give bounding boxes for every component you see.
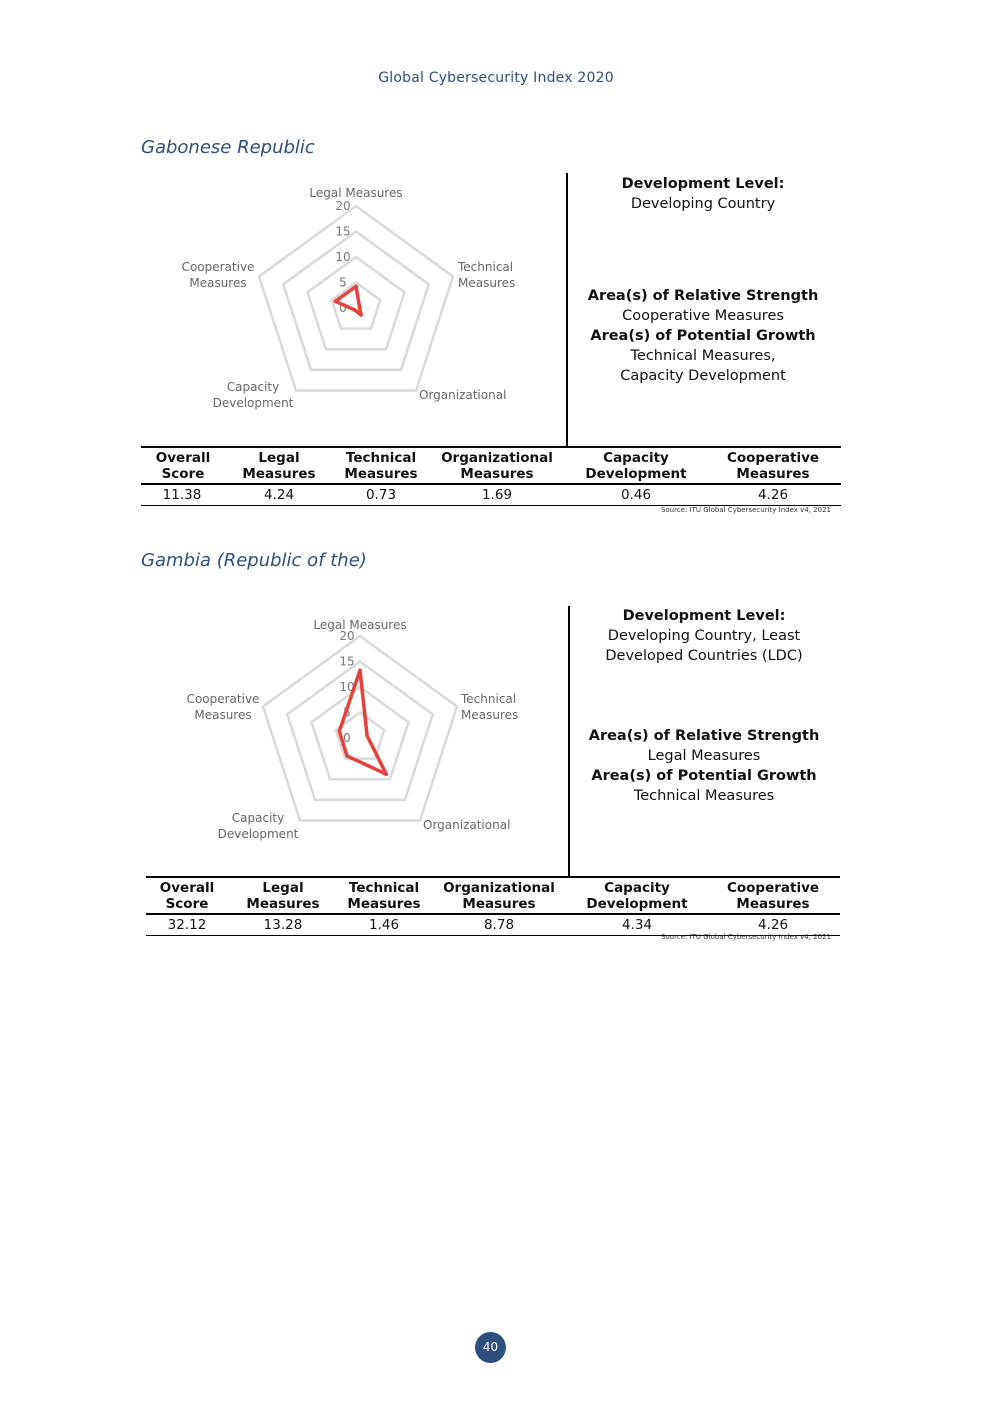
development-level-label: Development Level: — [621, 176, 785, 192]
axis-label-organizational: Organizational — [419, 388, 507, 402]
profile-info — [569, 606, 839, 666]
axis-label-cooperative-line1: Cooperative — [186, 692, 260, 706]
profile-strengths — [568, 286, 838, 386]
value-organizational: 8.78 — [430, 914, 568, 936]
source-note: Source: ITU Global Cybersecurity Index v4, 2021 — [660, 506, 831, 514]
radar-chart — [165, 610, 565, 850]
development-level-value: Developing Country — [630, 196, 776, 212]
score-table-row — [141, 484, 841, 506]
score-table — [146, 876, 840, 936]
axis-label-technical — [460, 692, 518, 722]
radar-grid — [259, 206, 453, 391]
axis-label-cooperative — [182, 260, 255, 290]
score-table — [141, 446, 841, 506]
header-cooperative: Cooperative Measures — [706, 877, 840, 914]
radar-tick-label: 15 — [339, 654, 355, 669]
header-organizational: Organizational Measures — [427, 447, 567, 484]
profile-strengths — [569, 726, 839, 806]
header-overall: Overall Score — [141, 447, 223, 484]
radar-chart — [160, 178, 560, 423]
radar-data-point — [354, 285, 358, 289]
strength-value: Legal Measures — [647, 748, 761, 764]
header-capacity: Capacity Development — [567, 447, 705, 484]
value-capacity: 0.46 — [567, 484, 705, 506]
value-overall: 11.38 — [141, 484, 223, 506]
radar-data-point — [359, 313, 363, 317]
strength-label: Area(s) of Relative Strength — [588, 728, 820, 744]
radar-grid-ring — [311, 687, 408, 779]
radar-data-point — [353, 308, 357, 312]
axis-label-capacity-line1: Capacity — [231, 811, 285, 825]
development-level-label: Development Level: — [622, 608, 786, 624]
radar-data-point — [338, 729, 342, 733]
profile-info — [568, 174, 838, 214]
radar-data-point — [358, 668, 362, 672]
radar-grid-ring — [307, 257, 404, 349]
radar-tick-label: 5 — [343, 705, 351, 720]
axis-label-capacity-line2: Development — [217, 827, 299, 841]
axis-label-cooperative — [187, 692, 260, 722]
value-cooperative: 4.26 — [705, 484, 841, 506]
axis-label-technical-line1: Technical — [461, 692, 517, 706]
radar-data-point — [365, 734, 369, 738]
value-cooperative: 4.26 — [706, 914, 840, 936]
growth-value: Technical Measures, Capacity Development — [620, 348, 786, 384]
running-header: Global Cybersecurity Index 2020 — [378, 70, 614, 86]
radar-tick-label: 20 — [339, 629, 355, 643]
value-legal: 13.28 — [228, 914, 338, 936]
growth-label: Area(s) of Potential Growth — [591, 768, 817, 784]
axis-label-legal: Legal Measures — [309, 186, 403, 200]
country-title: Gambia (Republic of the) — [141, 550, 367, 571]
axis-label-technical — [457, 260, 515, 290]
header-legal: Legal Measures — [228, 877, 338, 914]
radar-tick-label: 15 — [335, 224, 351, 239]
axis-label-organizational: Organizational — [423, 818, 511, 832]
header-technical: Technical Measures — [335, 447, 427, 484]
axis-label-cooperative-line1: Cooperative — [181, 260, 255, 274]
header-technical: Technical Measures — [338, 877, 430, 914]
value-capacity: 4.34 — [568, 914, 706, 936]
value-organizational: 1.69 — [427, 484, 567, 506]
header-overall: Overall Score — [146, 877, 228, 914]
axis-label-technical-line1: Technical — [458, 260, 514, 274]
growth-value: Technical Measures — [633, 788, 775, 804]
value-technical: 1.46 — [338, 914, 430, 936]
page-number: 40 — [475, 1332, 506, 1363]
radar-data-point — [385, 772, 389, 776]
radar-tick-label: 5 — [339, 275, 347, 290]
header-capacity: Capacity Development — [568, 877, 706, 914]
score-table-header — [141, 447, 841, 484]
radar-tick-label: 0 — [343, 731, 351, 745]
axis-label-capacity-line1: Capacity — [226, 380, 280, 394]
header-organizational: Organizational Measures — [430, 877, 568, 914]
radar-tick-label: 10 — [339, 680, 355, 694]
header-legal: Legal Measures — [223, 447, 335, 484]
axis-label-capacity-line2: Development — [212, 396, 294, 410]
axis-label-capacity — [218, 811, 299, 841]
radar-grid — [263, 636, 457, 821]
header-cooperative: Cooperative Measures — [705, 447, 841, 484]
score-table-header — [146, 877, 840, 914]
country-title: Gabonese Republic — [141, 137, 315, 158]
axis-label-capacity — [213, 380, 294, 410]
value-overall: 32.12 — [146, 914, 228, 936]
radar-data-point — [358, 305, 362, 309]
axis-label-cooperative-line2: Measures — [194, 708, 252, 722]
strength-label: Area(s) of Relative Strength — [587, 288, 819, 304]
axis-label-legal: Legal Measures — [313, 618, 407, 632]
radar-tick-label: 10 — [335, 250, 351, 264]
axis-label-technical-line2: Measures — [461, 708, 519, 722]
growth-label: Area(s) of Potential Growth — [590, 328, 816, 344]
axis-label-technical-line2: Measures — [458, 276, 516, 290]
strength-value: Cooperative Measures — [622, 308, 784, 324]
radar-tick-label: 20 — [335, 199, 351, 213]
radar-data-point — [345, 754, 349, 758]
axis-label-cooperative-line2: Measures — [189, 276, 247, 290]
value-legal: 4.24 — [223, 484, 335, 506]
radar-tick-label: 0 — [339, 301, 347, 315]
value-technical: 0.73 — [335, 484, 427, 506]
radar-data-point — [334, 299, 338, 303]
source-note: Source: ITU Global Cybersecurity Index v4, 2021 — [660, 933, 831, 941]
development-level-value: Developing Country, Least Developed Countries (LDC) — [605, 628, 803, 664]
